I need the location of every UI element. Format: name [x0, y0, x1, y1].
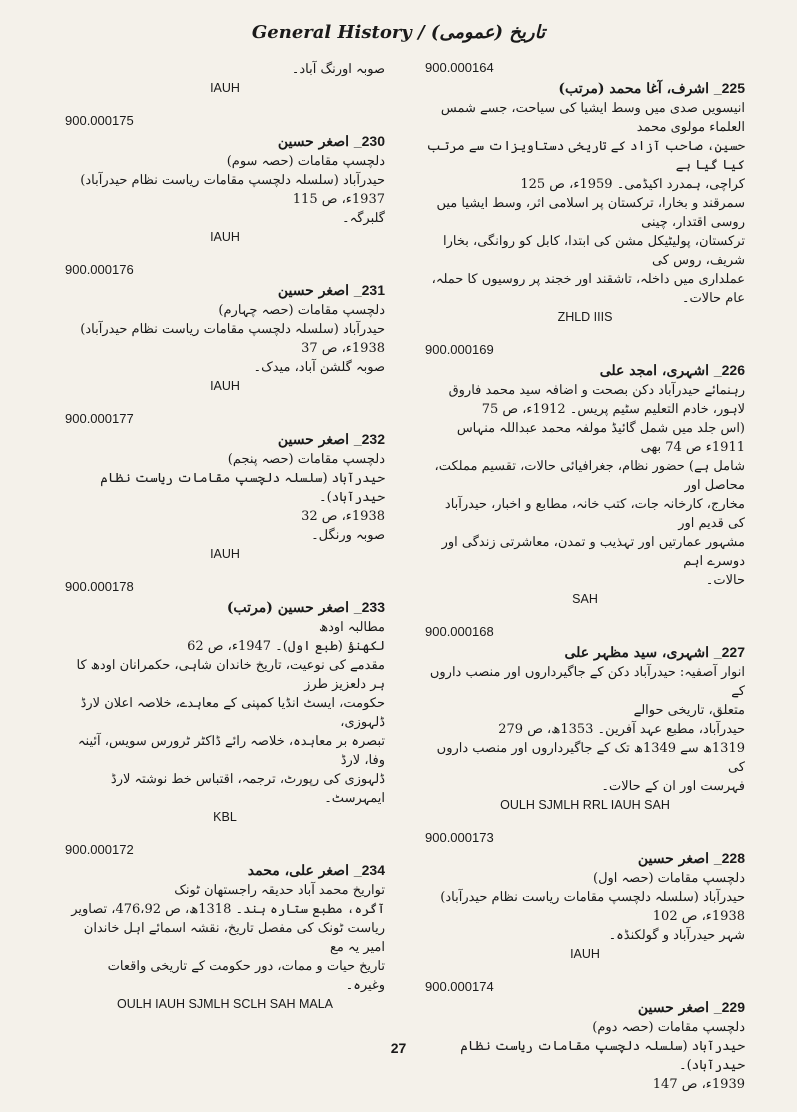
entry-author: اشہری، سید مظہر علی: [564, 645, 709, 661]
entry-line: انیسویں صدی میں وسط ایشیا کی سیاحت، جسے شمس العلماء مولوی محمد: [440, 101, 745, 135]
entry-line: سمرقند و بخارا، ترکستان پر اسلامی اثر، وسط ایشیا میں روسی اقتدار، چینی: [436, 196, 745, 230]
entry-line: 1319ھ سے 1349ھ تک کے جاگیرداروں اور منصب داروں کی: [436, 741, 745, 775]
entry-line: رہنمائے حیدرآباد دکن بصحت و اضافہ سید محمد فاروق: [448, 383, 745, 398]
entry-line: ترکستان، پولیٹیکل مشن کی ابتدا، کابل کو روانگی، بخارا شریف، روس کی: [443, 234, 745, 268]
entry-number: 229_: [713, 999, 745, 1015]
entry-author: اشرف، آغا محمد (مرتب): [558, 81, 709, 97]
library-codes: IAUH: [210, 547, 240, 561]
accession-number: 900.000173: [425, 830, 494, 845]
catalog-entry: [425, 979, 745, 1094]
entry-number: 231_: [353, 282, 385, 298]
catalog-entry: [65, 262, 385, 393]
library-codes: IAUH: [210, 81, 240, 95]
entry-line: شہر حیدرآباد و گولکنڈہ۔: [608, 928, 745, 943]
entry-heading: [65, 132, 385, 152]
entry-line: حیدرآباد (سلسلہ دلچسپ مقامات ریاست نظام حیدرآباد): [440, 890, 745, 905]
entry-author: اصغر حسین: [277, 134, 349, 150]
entry-author: اصغر علی، محمد: [247, 863, 349, 879]
entry-line: تبصرہ بر معاہدہ، خلاصہ رائے ڈاکٹر ٹرورس سویس، آئینہ وفا، لارڈ: [77, 734, 385, 768]
entry-number: 225_: [713, 80, 745, 96]
entry-number: 227_: [713, 644, 745, 660]
entry-author: اصغر حسین: [637, 851, 709, 867]
entry-line: دلچسپ مقامات (حصہ دوم): [592, 1020, 745, 1035]
entry-line: مشہور عمارتیں اور تہذیب و تمدن، معاشرتی زندگی اور دوسرے اہم: [441, 535, 745, 569]
catalog-entry: [65, 842, 385, 1011]
library-codes: SAH: [572, 592, 598, 606]
entry-heading: [425, 849, 745, 869]
entry-body: [65, 60, 385, 79]
entry-line: متعلق، تاریخی حوالے: [633, 703, 745, 718]
entry-line: صوبہ ورنگل۔: [311, 528, 385, 543]
library-codes: IAUH: [210, 230, 240, 244]
library-codes: OULH SJMLH RRL IAUH SAH: [500, 798, 670, 812]
accession-number: 900.000168: [425, 624, 494, 639]
entry-author: اصغر حسین (مرتب): [226, 600, 349, 616]
entry-line: حیدرآباد (سلسلہ دلچسپ مقامات ریاست نظام حیدرآباد)۔: [100, 471, 385, 505]
entry-heading: [425, 79, 745, 99]
entry-number: 228_: [713, 850, 745, 866]
accession-number: 900.000176: [65, 262, 134, 277]
entry-body: [65, 430, 385, 545]
entry-line: 1938ء، ص 32: [301, 509, 385, 524]
entry-line: ڈلہوزی کی رپورٹ، ترجمہ، اقتباس خط نوشتہ لارڈ ایمہرسٹ۔: [110, 772, 385, 806]
entry-heading: [65, 861, 385, 881]
entry-author: اصغر حسین: [277, 432, 349, 448]
entry-number: 233_: [353, 599, 385, 615]
entry-line: دلچسپ مقامات (حصہ چہارم): [218, 303, 385, 318]
accession-number: 900.000169: [425, 342, 494, 357]
entry-line: صوبہ اورنگ آباد۔: [291, 62, 385, 77]
entry-line: 1937ء، ص 115: [292, 192, 385, 207]
entry-line: آگرہ، مطبع ستارہ ہند۔ 1318ھ، ص 476،92، تصاویر: [71, 902, 385, 917]
entry-line: حکومت، ایسٹ انڈیا کمپنی کے معاہدے، خلاصہ اعلان لارڈ ڈلہوزی،: [80, 696, 385, 730]
entry-body: [425, 849, 745, 945]
entry-line: 1939ء، ص 147: [652, 1077, 745, 1092]
accession-number: 900.000164: [425, 60, 494, 75]
accession-number: 900.000177: [65, 411, 134, 426]
entry-line: حیدرآباد (سلسلہ دلچسپ مقامات ریاست نظام حیدرآباد): [80, 322, 385, 337]
entry-line: حالات۔: [705, 573, 745, 588]
entry-line: دلچسپ مقامات (حصہ اول): [593, 871, 745, 886]
catalog-entry: [65, 579, 385, 824]
entry-line: لکھنؤ (طبع اول)۔ 1947ء، ص 62: [187, 639, 385, 654]
catalog-entry: [425, 60, 745, 324]
entry-line: گلبرگہ۔: [341, 211, 385, 226]
entry-heading: [65, 430, 385, 450]
entry-body: [65, 861, 385, 995]
entry-line: 1938ء، ص 102: [652, 909, 745, 924]
library-codes: OULH IAUH SJMLH SCLH SAH MALA: [116, 997, 334, 1011]
catalog-entry: [425, 830, 745, 961]
entry-heading: [425, 643, 745, 663]
accession-number: 900.000172: [65, 842, 134, 857]
left-column: [65, 60, 385, 1029]
entry-line: عملداری میں داخلہ، تاشقند اور خجند پر روسیوں کا حملہ، عام حالات۔: [431, 272, 745, 306]
entry-line: تواریخ محمد آباد حدیقہ راجستھان ٹونک: [174, 883, 385, 898]
entry-line: فہرست اور ان کے حالات۔: [601, 779, 745, 794]
entry-body: [425, 643, 745, 796]
library-codes: ZHLD IIIS: [557, 310, 613, 324]
entry-body: [65, 598, 385, 808]
entry-number: 232_: [353, 431, 385, 447]
entry-line: دلچسپ مقامات (حصہ پنجم): [227, 452, 385, 467]
catalog-entry: [65, 411, 385, 561]
entry-body: [65, 132, 385, 228]
entry-number: 226_: [713, 362, 745, 378]
accession-number: 900.000174: [425, 979, 494, 994]
library-codes: IAUH: [570, 947, 600, 961]
page-number: 27: [390, 1040, 407, 1056]
catalog-entry: [65, 113, 385, 244]
library-codes: IAUH: [210, 379, 240, 393]
entry-line: حیدرآباد (سلسلہ دلچسپ مقامات ریاست نظام حیدرآباد): [80, 173, 385, 188]
entry-body: [425, 79, 745, 308]
entry-heading: [65, 281, 385, 301]
entry-line: انوار آصفیہ: حیدرآباد دکن کے جاگیرداروں اور منصب داروں کے: [429, 665, 745, 699]
entry-body: [65, 281, 385, 377]
catalog-entry: [425, 342, 745, 606]
entry-author: اصغر حسین: [277, 283, 349, 299]
entry-line: صوبہ گلشن آباد، میدک۔: [253, 360, 385, 375]
entry-line: 1938ء، ص 37: [301, 341, 385, 356]
entry-author: اصغر حسین: [637, 1000, 709, 1016]
entry-line: دلچسپ مقامات (حصہ سوم): [226, 154, 385, 169]
library-codes: KBL: [213, 810, 237, 824]
accession-number: 900.000178: [65, 579, 134, 594]
accession-number: 900.000175: [65, 113, 134, 128]
entry-line: لاہور، خادم التعلیم سٹیم پریس۔ 1912ء، ص 75: [481, 402, 745, 417]
entry-line: حسین، صاحب آزاد کے تاریخی دستاویزات سے مرتب کیا گیا ہے: [426, 139, 745, 173]
page-header: General History / (تاریخ (عمومی: [251, 22, 546, 43]
right-column: [425, 60, 745, 1112]
entry-heading: [425, 998, 745, 1018]
entry-number: 234_: [353, 862, 385, 878]
entry-line: شامل ہے) حضور نظام، جغرافیائی حالات، تقسیم مملکت، محاصل اور: [434, 459, 745, 493]
entry-heading: [425, 361, 745, 381]
entry-line: حیدرآباد، مطبع عہد آفرین۔ 1353ھ، ص 279: [498, 722, 745, 737]
entry-line: حیدرآباد (سلسلہ دلچسپ مقامات ریاست نظام حیدرآباد)۔: [460, 1039, 745, 1073]
entry-line: مطالبہ اودھ: [319, 620, 385, 635]
entry-line: مقدمے کی نوعیت، تاریخ خاندان شاہی، حکمرانان اودھ کا ہر دلعزیز طرز: [76, 658, 385, 692]
entry-line: کراچی، ہمدرد اکیڈمی۔ 1959ء، ص 125: [520, 177, 745, 192]
entry-heading: [65, 598, 385, 618]
entry-author: اشہری، امجد علی: [599, 363, 709, 379]
entry-body: [425, 361, 745, 590]
entry-line: مخارج، کارخانہ جات، کتب خانہ، مطابع و اخبار، حیدرآباد کی قدیم اور: [444, 497, 745, 531]
entry-line: تاریخ حیات و ممات، دور حکومت کے تاریخی واقعات وغیرہ۔: [107, 959, 385, 993]
entry-line: ریاست ٹونک کی مفصل تاریخ، نقشہ اسمائے اہل خاندان امیر یہ مع: [83, 921, 385, 955]
catalog-entry: [425, 624, 745, 812]
entry-line: (اس جلد میں شمل گائیڈ مولفہ محمد عبداللہ منہاس 1911ء ص 74 بھی: [456, 421, 745, 455]
entry-number: 230_: [353, 133, 385, 149]
catalog-entry: [65, 60, 385, 95]
